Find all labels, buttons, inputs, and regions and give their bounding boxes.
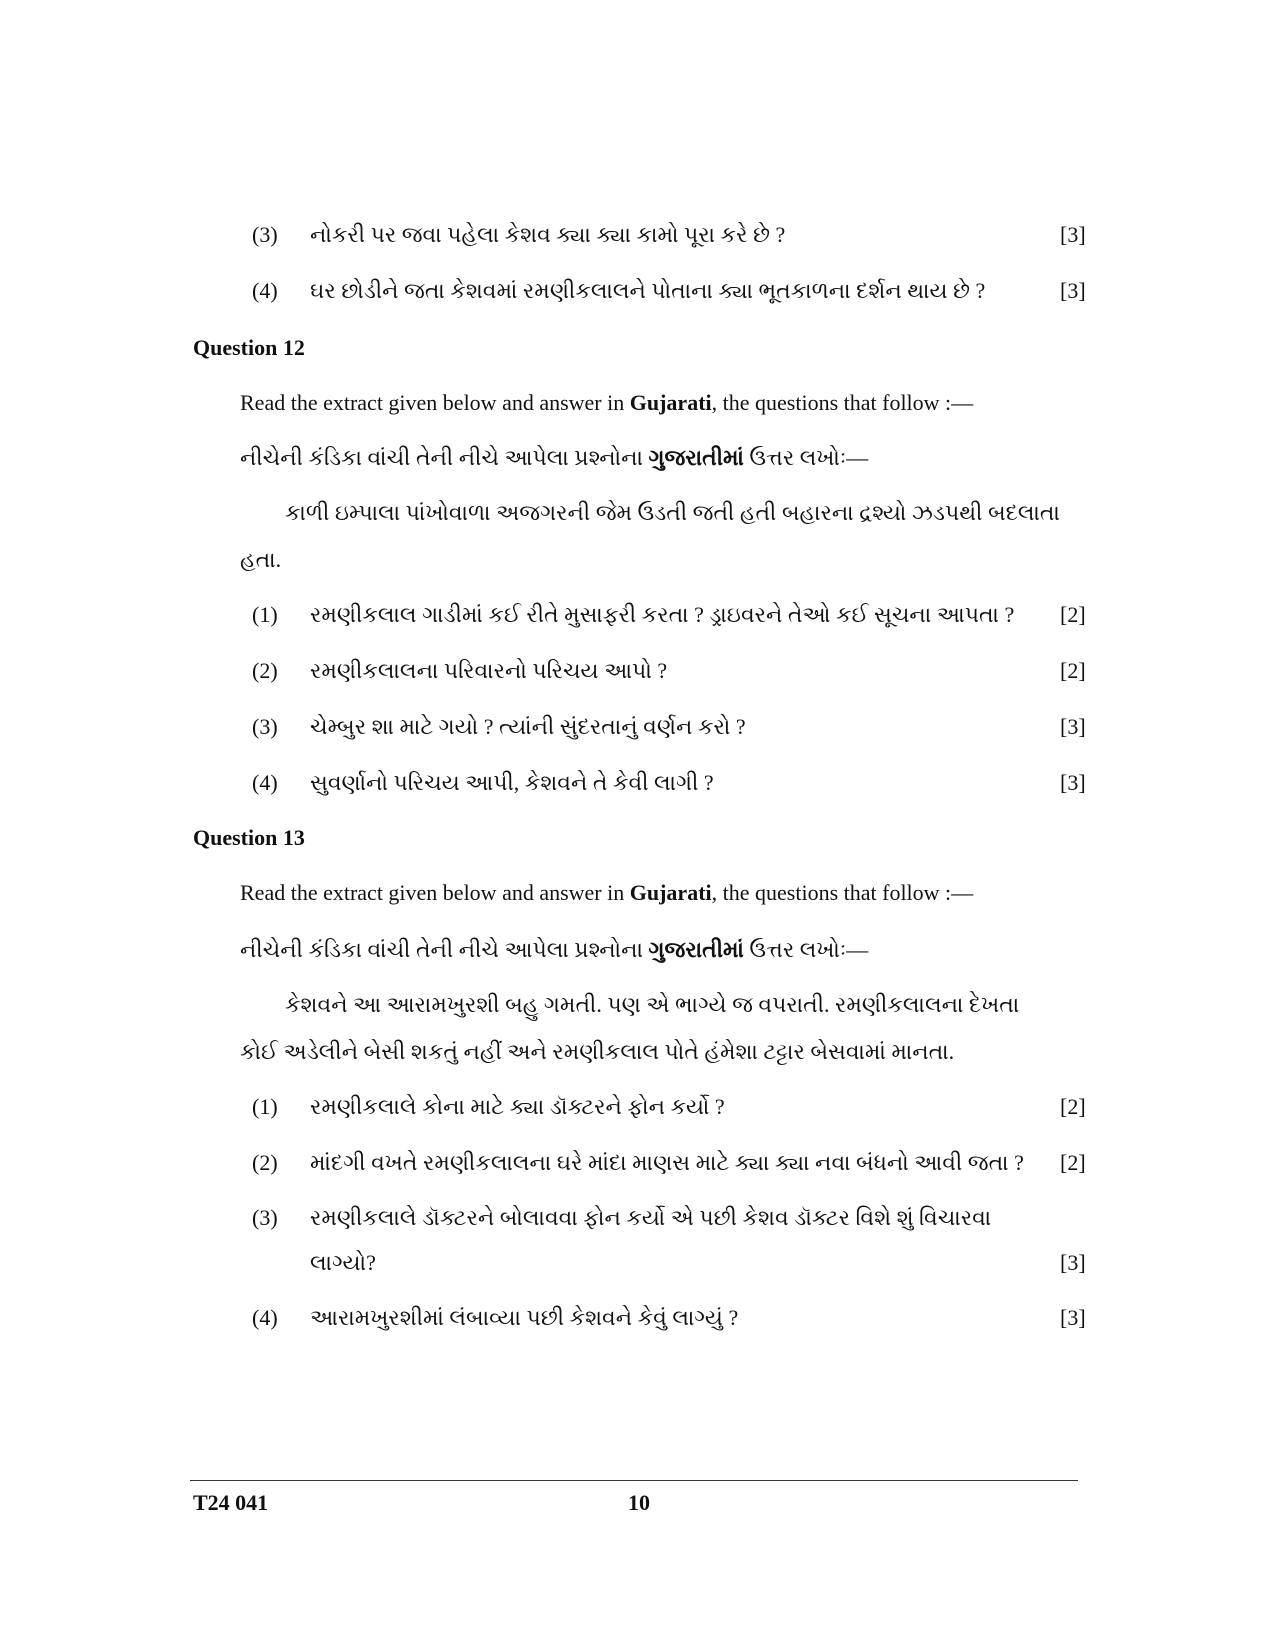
question-item: (4) ઘર છોડીને જતા કેશવમાં રમણીકલાલને પોતાના ક્યા ભૂતકાળના દર્શન થાય છે ? [3] — [252, 278, 1086, 303]
question-item: (2) માંદગી વખતે રમણીકલાલના ઘરે માંદા માણસ માટે ક્યા ક્યા નવા બંધનો આવી જતા ? [2] — [252, 1150, 1086, 1175]
question-item: (1) રમણીકલાલ ગાડીમાં કઈ રીતે મુસાફરી કરતા ? ડ્રાઇવરને તેઓ કઈ સૂચના આપતા ? [2] — [252, 602, 1086, 627]
question-item: (3) ચેમ્બુર શા માટે ગયો ? ત્યાંની સુંદરતાનું વર્ણન કરો ? [3] — [252, 714, 1086, 739]
question-item: (4) આરામખુરશીમાં લંબાવ્યા પછી કેશવને કેવું લાગ્યું ? [3] — [252, 1305, 1086, 1330]
extract-line: હતા. — [240, 547, 282, 572]
instruction-gujarati: નીચેની કંડિકા વાંચી તેની નીચે આપેલા પ્રશ્નોના ગુજરાતીમાં ઉત્તર લખોઃ— — [240, 937, 869, 962]
question-item: (2) રમણીકલાલના પરિવારનો પરિચય આપો ? [2] — [252, 658, 1086, 683]
footer-rule — [190, 1480, 1078, 1481]
question-12-heading: Question 12 — [193, 335, 305, 360]
extract-line: કાળી ઇમ્પાલા પાંખોવાળા અજગરની જેમ ઉડતી જતી હતી બહારના દ્રશ્યો ઝડપથી બદલાતા — [285, 500, 1060, 525]
instruction-english: Read the extract given below and answer in Gujarati, the questions that follow :— — [240, 880, 974, 905]
question-item-continuation: લાગ્યો? [3] — [310, 1250, 1086, 1275]
question-13-heading: Question 13 — [193, 825, 305, 850]
paper-code: T24 041 — [193, 1490, 269, 1515]
extract-line: કોઈ અડેલીને બેસી શકતું નહીં અને રમણીકલાલ પોતે હંમેશા ટટ્ટાર બેસવામાં માનતા. — [240, 1039, 955, 1064]
question-item: (3) રમણીકલાલે ડૉક્ટરને બોલાવવા ફોન કર્યો એ પછી કેશવ ડૉક્ટર વિશે શું વિચારવા — [252, 1205, 992, 1230]
instruction-english: Read the extract given below and answer in Gujarati, the questions that follow :— — [240, 390, 974, 415]
question-item: (4) સુવર્ણાનો પરિચય આપી, કેશવને તે કેવી લાગી ? [3] — [252, 770, 1086, 795]
question-item: (3) નોકરી પર જવા પહેલા કેશવ ક્યા ક્યા કામો પૂરા કરે છે ? [3] — [252, 222, 1086, 247]
extract-line: કેશવને આ આરામખુરશી બહુ ગમતી. પણ એ ભાગ્યે જ વપરાતી. રમણીકલાલના દેખતા — [285, 992, 1020, 1017]
page-number: 10 — [628, 1490, 650, 1515]
question-item: (1) રમણીકલાલે કોના માટે ક્યા ડૉક્ટરને ફોન કર્યો ? [2] — [252, 1094, 1086, 1119]
instruction-gujarati: નીચેની કંડિકા વાંચી તેની નીચે આપેલા પ્રશ્નોના ગુજરાતીમાં ઉત્તર લખોઃ— — [240, 445, 869, 470]
